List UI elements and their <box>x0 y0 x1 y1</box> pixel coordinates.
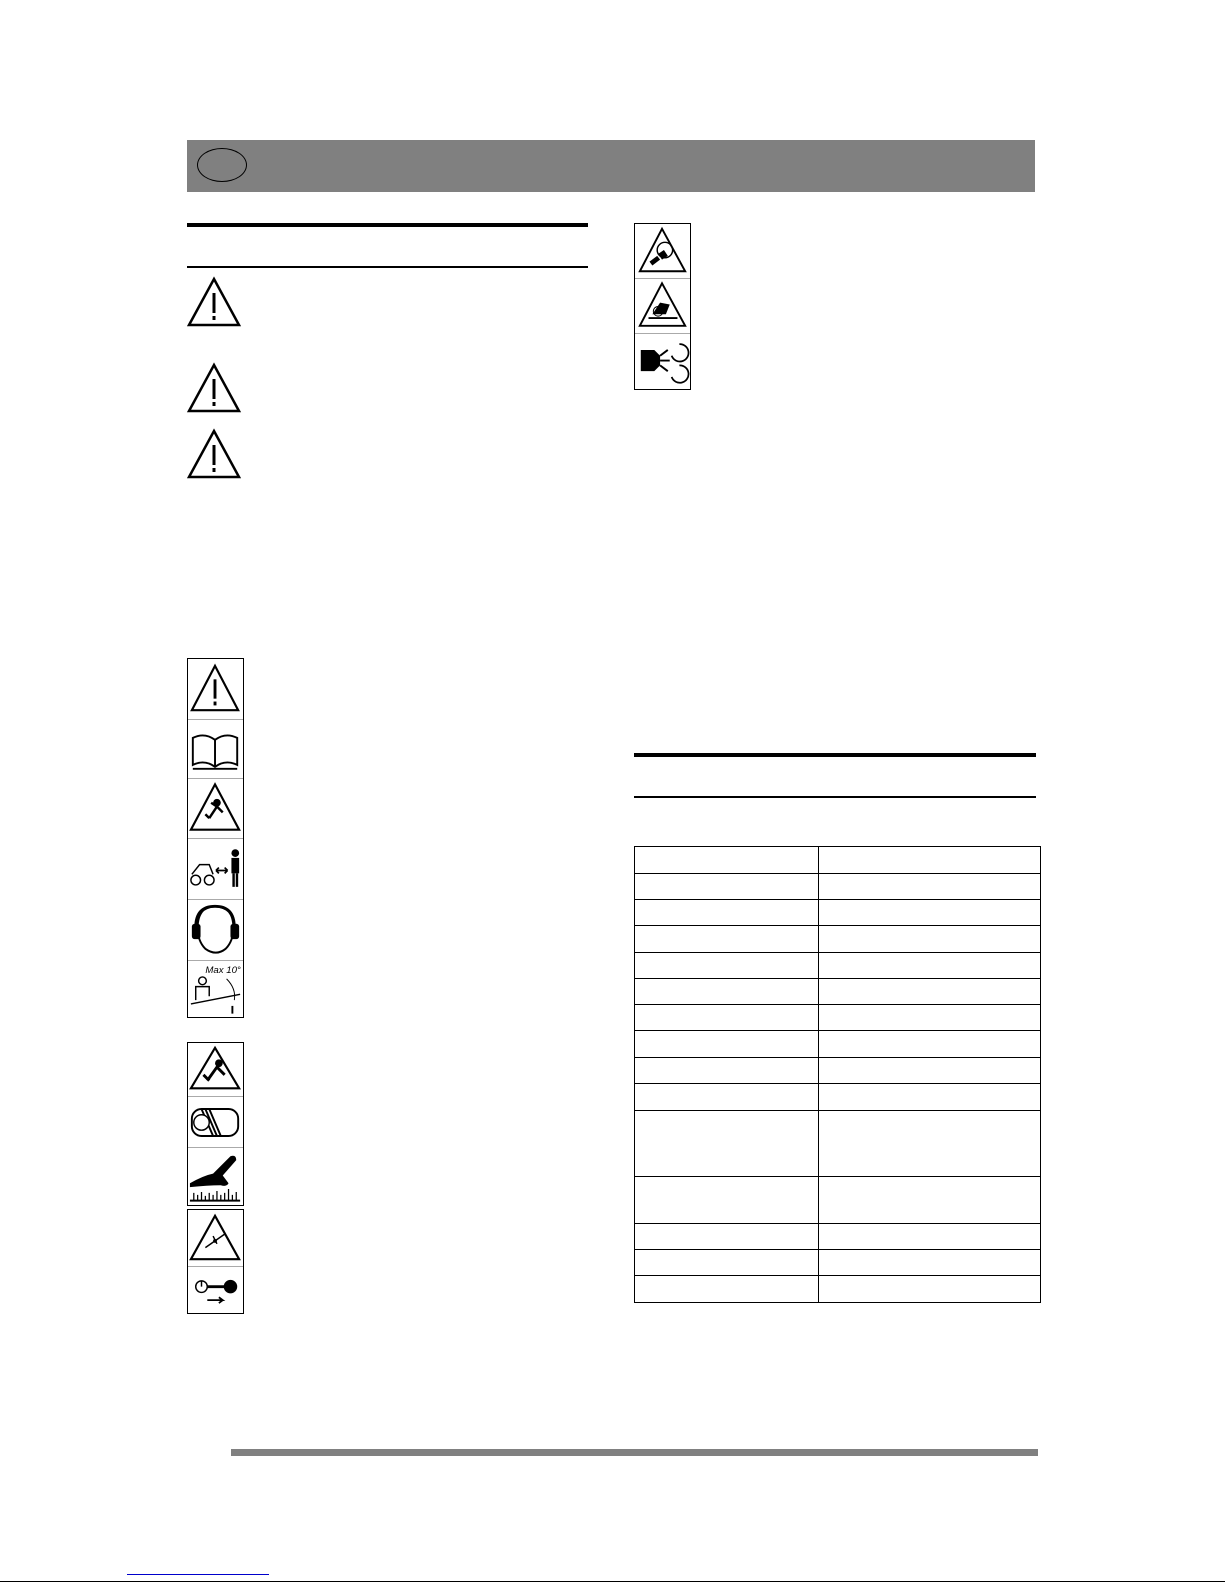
read-manual-icon <box>188 719 243 778</box>
ear-protection-icon <box>188 899 243 960</box>
keep-distance-icon <box>188 838 243 899</box>
table-cell-label <box>635 1084 819 1111</box>
hand-cutting-grass-icon <box>188 1147 243 1206</box>
table-row <box>635 1058 1041 1084</box>
right-section-bottom-rule <box>634 796 1036 798</box>
table-row <box>635 926 1041 953</box>
remove-ignition-key-icon <box>188 1266 243 1314</box>
cutting-hand-hazard-icon <box>635 278 690 333</box>
table-cell-label <box>635 1276 819 1303</box>
table-cell-value <box>819 847 1041 874</box>
table-row <box>635 979 1041 1005</box>
table-cell-label <box>635 1031 819 1058</box>
warning-triangle-icon <box>186 276 242 328</box>
table-cell-value <box>819 1031 1041 1058</box>
table-cell-label <box>635 900 819 926</box>
table-cell-value <box>819 1111 1041 1177</box>
table-cell-value <box>819 1224 1041 1250</box>
rotating-blade-hazard-icon <box>635 224 690 278</box>
table-cell-value <box>819 953 1041 979</box>
thrown-objects-hazard-icon <box>188 778 243 838</box>
language-badge <box>197 148 247 182</box>
table-row <box>635 1177 1041 1224</box>
symbol-strip-left-3 <box>187 1209 244 1314</box>
page-edge <box>0 1581 1225 1582</box>
table-cell-value <box>819 979 1041 1005</box>
table-cell-label <box>635 1058 819 1084</box>
table-cell-label <box>635 926 819 953</box>
tire-pressure-hazard-icon <box>188 1210 243 1266</box>
bottom-link-underline[interactable] <box>127 1574 269 1575</box>
rotating-parts-hand-icon <box>635 333 690 390</box>
table-row <box>635 953 1041 979</box>
max-slope-label: Max 10° <box>205 965 241 977</box>
symbol-strip-left-1 <box>187 658 244 1018</box>
table-cell-label <box>635 1177 819 1224</box>
warning-triangle-icon <box>188 659 243 719</box>
table-cell-value <box>819 900 1041 926</box>
right-section-heading <box>634 762 1036 792</box>
table-cell-label <box>635 953 819 979</box>
left-section-bottom-rule <box>187 266 588 268</box>
table-cell-value <box>819 1005 1041 1031</box>
table-cell-label <box>635 1111 819 1177</box>
right-section-top-rule <box>634 753 1036 757</box>
table-row <box>635 1111 1041 1177</box>
max-slope-icon <box>188 960 243 1018</box>
table-cell-label <box>635 847 819 874</box>
table-row <box>635 1224 1041 1250</box>
table-cell-value <box>819 1084 1041 1111</box>
table-cell-value <box>819 1177 1041 1224</box>
warning-triangle-icon <box>186 428 242 480</box>
table-cell-label <box>635 1005 819 1031</box>
footer-bar <box>231 1449 1038 1456</box>
table-cell-value <box>819 1250 1041 1276</box>
table-cell-label <box>635 1224 819 1250</box>
table-row <box>635 847 1041 874</box>
table-row <box>635 1084 1041 1111</box>
table-row <box>635 874 1041 900</box>
thrown-objects-hazard-icon <box>188 1043 243 1096</box>
table-cell-value <box>819 1058 1041 1084</box>
spec-table <box>634 846 1041 1303</box>
table-row <box>635 1250 1041 1276</box>
table-cell-label <box>635 1250 819 1276</box>
symbol-strip-right <box>634 223 691 390</box>
left-section-top-rule <box>187 223 588 227</box>
table-row <box>635 900 1041 926</box>
table-cell-value <box>819 926 1041 953</box>
symbol-strip-left-2 <box>187 1042 244 1206</box>
table-row <box>635 1005 1041 1031</box>
table-cell-label <box>635 979 819 1005</box>
table-cell-value <box>819 874 1041 900</box>
table-row <box>635 1031 1041 1058</box>
header-bar <box>187 140 1035 192</box>
left-section-heading <box>187 232 588 262</box>
warning-triangle-icon <box>186 362 242 414</box>
table-cell-value <box>819 1276 1041 1303</box>
table-row <box>635 1276 1041 1303</box>
table-cell-label <box>635 874 819 900</box>
belt-pinch-icon <box>188 1096 243 1147</box>
